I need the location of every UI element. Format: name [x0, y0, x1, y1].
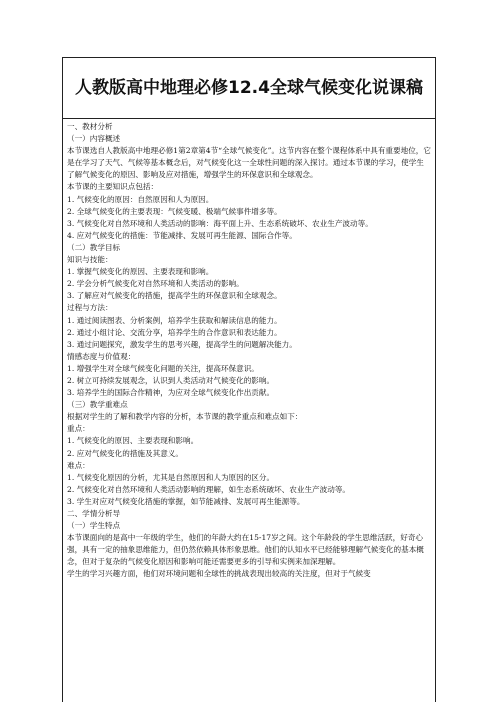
- body-line: 重点：: [67, 424, 90, 434]
- body-line: 根据对学生的了解和教学内容的分析，本节课的教学重点和难点如下：: [67, 412, 303, 422]
- body-line: 难点：: [67, 460, 90, 470]
- body-line: 二、学情分析导: [67, 509, 121, 518]
- body-line: 本节课的主要知识点包括：: [67, 182, 159, 192]
- body-line: 3. 学生对应对气候变化措施的掌握，如节能减排、发展可再生能源等。: [67, 496, 305, 506]
- body-line: 情感态度与价值观：: [67, 351, 136, 361]
- body-line: （三）教学重难点: [67, 400, 128, 410]
- body-line: 2. 树立可持续发展观念，认识到人类活动对气候变化的影响。: [67, 375, 275, 385]
- body-line: 学生的学习兴趣方面，他们对环境问题和全球性的挑战表现出较高的关注度，但对于气候变: [67, 569, 371, 579]
- document-title: 人教版高中地理必修12.4全球气候变化说课稿: [75, 77, 423, 98]
- body-line: 1. 掌握气候变化的原因、主要表现和影响。: [67, 267, 214, 277]
- body-line: 2. 应对气候变化的措施及其意义。: [67, 448, 183, 458]
- document-body: [63, 119, 435, 581]
- body-line: 1. 通过阅读图表、分析案例，培养学生获取和解读信息的能力。: [67, 315, 282, 325]
- body-line: 3. 培养学生的国际合作精神，为应对全球气候变化作出贡献。: [67, 388, 275, 398]
- body-line: 4. 应对气候变化的措施：节能减排、发展可再生能源、国际合作等。: [67, 230, 297, 240]
- body-line: 2. 气候变化对自然环境和人类活动影响的理解，如生态系统破坏、农业生产波动等。: [67, 484, 351, 494]
- body-line: （一）内容概述: [67, 134, 121, 144]
- title-cell: [63, 58, 435, 119]
- body-line: （一）学生特点: [67, 521, 121, 531]
- body-line: 知识与技能：: [67, 255, 113, 265]
- body-line: 过程与方法：: [67, 303, 113, 313]
- body-line: 3. 了解应对气候变化的措施，提高学生的环保意识和全球观念。: [67, 291, 282, 301]
- body-line: 一、教材分析: [67, 122, 113, 131]
- document-sheet: [62, 57, 436, 702]
- body-line: 本节课面向的是高中一年级的学生，他们的年龄大约在15-17岁之间。这个年龄段的学生思维活跃，好奇心强，具有一定的抽象思维能力，但仍然依赖具体形象思维。他们的认知水平已经能够理解气候变化的基本概念，但对于复杂的气候变化原因和影响可能还需要更多的引导和实例来加深理解。: [67, 533, 424, 567]
- body-line: （二）教学目标: [67, 242, 121, 252]
- body-line: 2. 通过小组讨论、交流分享，培养学生的合作意识和表达能力。: [67, 327, 282, 337]
- body-line: 3. 气候变化对自然环境和人类活动的影响：海平面上升、生态系统破坏、农业生产波动等。: [67, 218, 373, 228]
- body-line: 3. 通过问题探究，激发学生的思考兴趣，提高学生的问题解决能力。: [67, 339, 297, 349]
- body-line: 1. 气候变化的原因：自然原因和人为原因。: [67, 194, 214, 204]
- body-line: 本节课选自人教版高中地理必修1第2章第4节“全球气候变化”。这节内容在整个课程体系中具有重要地位，它是在学习了天气、气候等基本概念后，对气候变化这一全球性问题的深入探讨。通过本节课的学习，使学生了解气候变化的原因、影响及应对措施，增强学生的环保意识和全球观念。: [67, 146, 431, 180]
- body-line: 1. 气候变化的原因、主要表现和影响。: [67, 436, 199, 446]
- body-line: 2. 学会分析气候变化对自然环境和人类活动的影响。: [67, 279, 244, 289]
- body-line: 2. 全球气候变化的主要表现：气候变暖、极端气候事件增多等。: [67, 206, 282, 216]
- body-line: 1. 气候变化原因的分析，尤其是自然原因和人为原因的区分。: [67, 472, 275, 482]
- body-line: 1. 增强学生对全球气候变化问题的关注，提高环保意识。: [67, 363, 259, 373]
